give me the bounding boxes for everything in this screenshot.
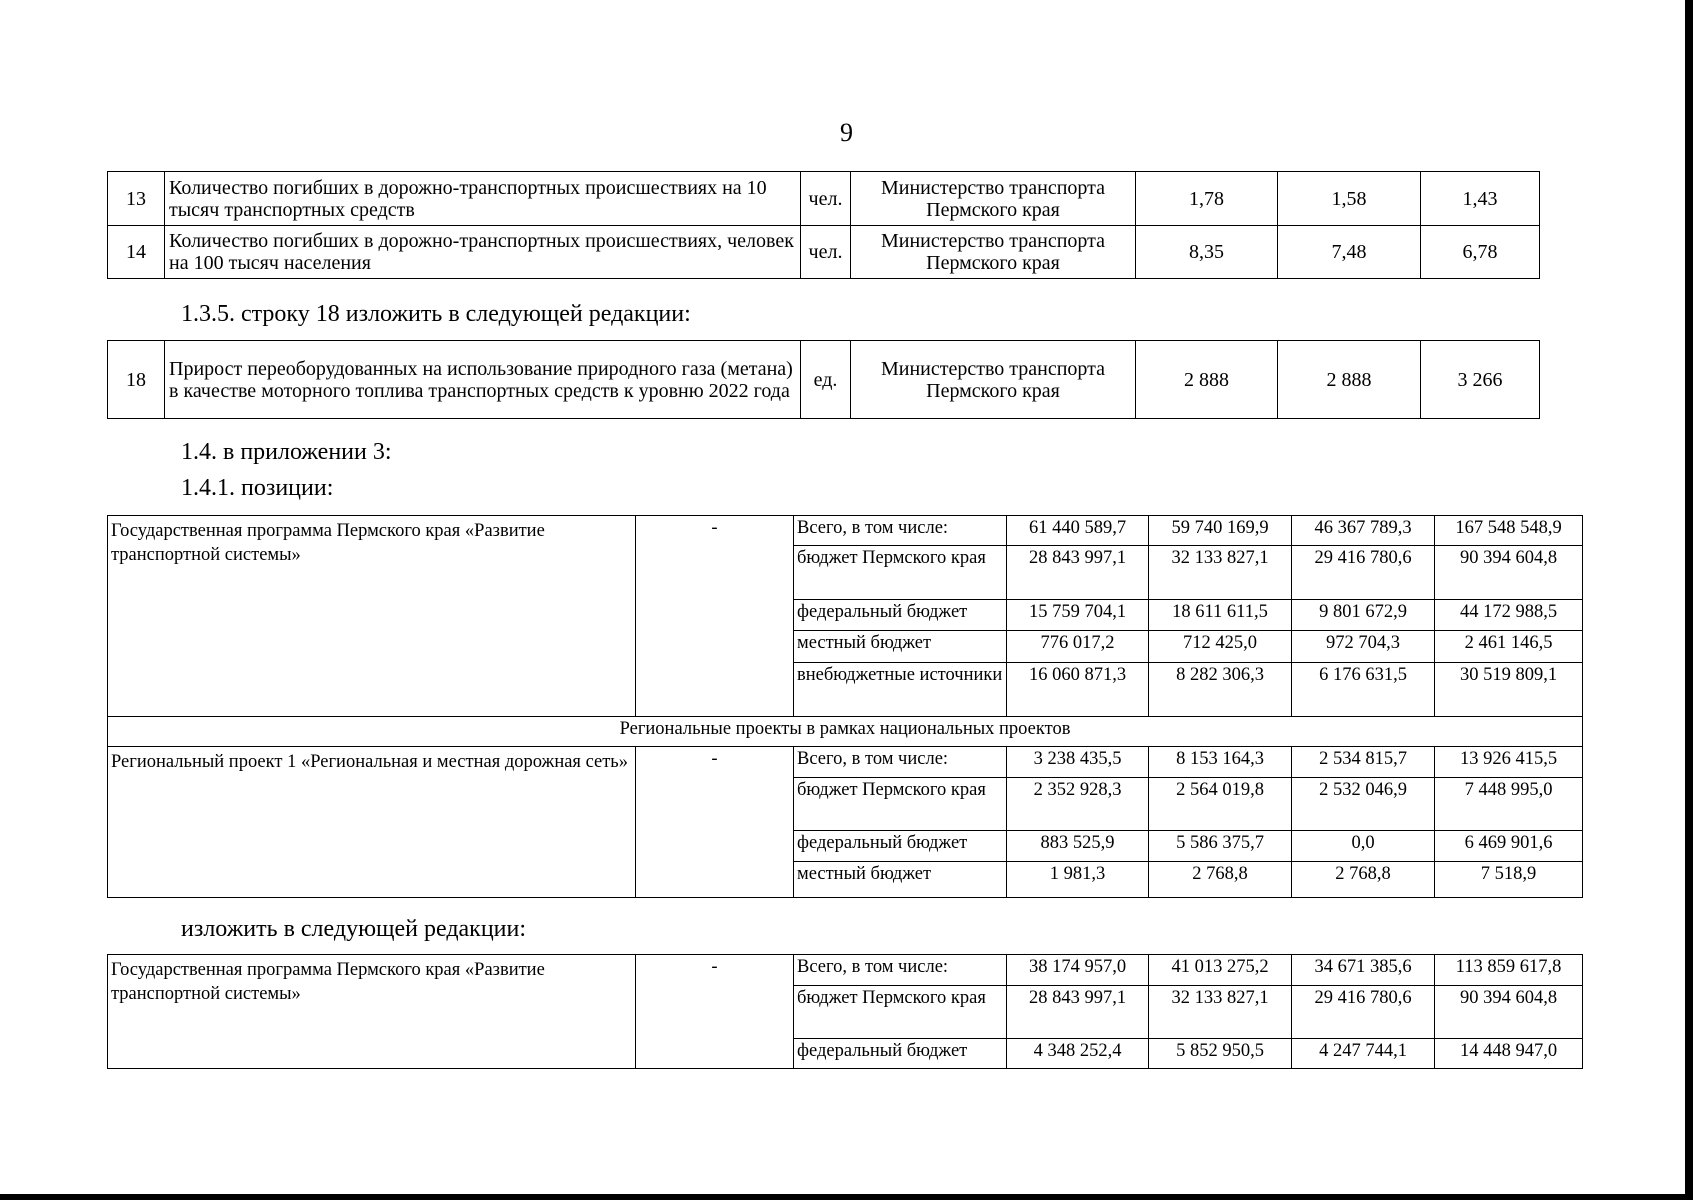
value: 6,78 xyxy=(1421,226,1540,279)
amount: 6 176 631,5 xyxy=(1292,663,1435,717)
amount: 61 440 589,7 xyxy=(1007,516,1149,546)
amount: 41 013 275,2 xyxy=(1149,955,1292,986)
amount-total: 44 172 988,5 xyxy=(1435,600,1583,631)
amount: 2 534 815,7 xyxy=(1292,747,1435,778)
indicator-name: Прирост переоборудованных на использование природного газа (метана) в качестве моторного топлива транспортных средств к уровню 2022 года xyxy=(165,341,801,419)
value: 3 266 xyxy=(1421,341,1540,419)
amount: 972 704,3 xyxy=(1292,631,1435,663)
funding-source: бюджет Пермского края xyxy=(794,986,1007,1039)
amount: 28 843 997,1 xyxy=(1007,546,1149,600)
project-name: Региональный проект 1 «Региональная и местная дорожная сеть» xyxy=(108,747,636,898)
funding-source: Всего, в том числе: xyxy=(794,747,1007,778)
dash-cell: - xyxy=(636,516,794,717)
amount: 29 416 780,6 xyxy=(1292,986,1435,1039)
funding-source: федеральный бюджет xyxy=(794,831,1007,862)
amount: 8 153 164,3 xyxy=(1149,747,1292,778)
funding-source: Всего, в том числе: xyxy=(794,516,1007,546)
financing-table-new xyxy=(107,954,1583,1069)
funding-source: бюджет Пермского края xyxy=(794,778,1007,831)
amount: 1 981,3 xyxy=(1007,862,1149,898)
funding-source: бюджет Пермского края xyxy=(794,546,1007,600)
value: 8,35 xyxy=(1136,226,1278,279)
table-row xyxy=(108,955,1583,986)
heading-1-3-5: 1.3.5. строку 18 изложить в следующей редакции: xyxy=(181,301,691,327)
table-row xyxy=(108,747,1583,778)
value: 7,48 xyxy=(1278,226,1421,279)
funding-source: федеральный бюджет xyxy=(794,600,1007,631)
indicator-row xyxy=(108,226,1540,279)
amount: 3 238 435,5 xyxy=(1007,747,1149,778)
indicator-row xyxy=(108,341,1540,419)
amount: 2 352 928,3 xyxy=(1007,778,1149,831)
amount: 18 611 611,5 xyxy=(1149,600,1292,631)
amount: 2 564 019,8 xyxy=(1149,778,1292,831)
amount: 9 801 672,9 xyxy=(1292,600,1435,631)
amount-total: 7 448 995,0 xyxy=(1435,778,1583,831)
amount: 16 060 871,3 xyxy=(1007,663,1149,717)
amount-total: 6 469 901,6 xyxy=(1435,831,1583,862)
amount: 46 367 789,3 xyxy=(1292,516,1435,546)
program-name: Государственная программа Пермского края «Развитие транспортной системы» xyxy=(108,516,636,717)
funding-source: федеральный бюджет xyxy=(794,1039,1007,1069)
amount: 5 586 375,7 xyxy=(1149,831,1292,862)
amount: 28 843 997,1 xyxy=(1007,986,1149,1039)
amount-total: 90 394 604,8 xyxy=(1435,546,1583,600)
row-number: 14 xyxy=(108,226,165,279)
unit: чел. xyxy=(801,172,851,226)
amount-total: 7 518,9 xyxy=(1435,862,1583,898)
amount-total: 14 448 947,0 xyxy=(1435,1039,1583,1069)
heading-1-4: 1.4. в приложении 3: xyxy=(181,439,392,465)
amount-total: 113 859 617,8 xyxy=(1435,955,1583,986)
amount: 0,0 xyxy=(1292,831,1435,862)
amount: 38 174 957,0 xyxy=(1007,955,1149,986)
unit: ед. xyxy=(801,341,851,419)
responsible-org: Министерство транспорта Пермского края xyxy=(851,172,1136,226)
value: 1,43 xyxy=(1421,172,1540,226)
amount: 2 768,8 xyxy=(1149,862,1292,898)
amount: 15 759 704,1 xyxy=(1007,600,1149,631)
amount: 59 740 169,9 xyxy=(1149,516,1292,546)
section-title: Региональные проекты в рамках национальных проектов xyxy=(108,717,1583,747)
amount-total: 2 461 146,5 xyxy=(1435,631,1583,663)
table-row xyxy=(108,516,1583,546)
amount: 712 425,0 xyxy=(1149,631,1292,663)
value: 1,58 xyxy=(1278,172,1421,226)
amount-total: 13 926 415,5 xyxy=(1435,747,1583,778)
amount: 5 852 950,5 xyxy=(1149,1039,1292,1069)
value: 2 888 xyxy=(1278,341,1421,419)
responsible-org: Министерство транспорта Пермского края xyxy=(851,226,1136,279)
amount: 32 133 827,1 xyxy=(1149,986,1292,1039)
heading-new-edition: изложить в следующей редакции: xyxy=(181,916,527,942)
indicators-table xyxy=(107,171,1540,279)
financing-table-old xyxy=(107,515,1583,898)
funding-source: внебюджетные источники xyxy=(794,663,1007,717)
amount: 8 282 306,3 xyxy=(1149,663,1292,717)
unit: чел. xyxy=(801,226,851,279)
amount-total: 167 548 548,9 xyxy=(1435,516,1583,546)
indicator-18-table xyxy=(107,340,1540,419)
page-edge-right xyxy=(1685,0,1693,1200)
indicator-name: Количество погибших в дорожно-транспортных происшествиях, человек на 100 тысяч населения xyxy=(165,226,801,279)
dash-cell: - xyxy=(636,747,794,898)
page-number: 9 xyxy=(840,118,853,147)
section-row xyxy=(108,717,1583,747)
amount: 34 671 385,6 xyxy=(1292,955,1435,986)
amount: 4 247 744,1 xyxy=(1292,1039,1435,1069)
row-number: 13 xyxy=(108,172,165,226)
amount: 883 525,9 xyxy=(1007,831,1149,862)
amount-total: 90 394 604,8 xyxy=(1435,986,1583,1039)
indicator-row xyxy=(108,172,1540,226)
funding-source: местный бюджет xyxy=(794,631,1007,663)
value: 2 888 xyxy=(1136,341,1278,419)
indicator-name: Количество погибших в дорожно-транспортных происшествиях на 10 тысяч транспортных средств xyxy=(165,172,801,226)
amount: 4 348 252,4 xyxy=(1007,1039,1149,1069)
dash-cell: - xyxy=(636,955,794,1069)
amount: 2 532 046,9 xyxy=(1292,778,1435,831)
amount: 32 133 827,1 xyxy=(1149,546,1292,600)
row-number: 18 xyxy=(108,341,165,419)
amount: 2 768,8 xyxy=(1292,862,1435,898)
responsible-org: Министерство транспорта Пермского края xyxy=(851,341,1136,419)
program-name: Государственная программа Пермского края «Развитие транспортной системы» xyxy=(108,955,636,1069)
funding-source: Всего, в том числе: xyxy=(794,955,1007,986)
amount: 776 017,2 xyxy=(1007,631,1149,663)
amount-total: 30 519 809,1 xyxy=(1435,663,1583,717)
amount: 29 416 780,6 xyxy=(1292,546,1435,600)
page-edge-bottom xyxy=(0,1194,1693,1200)
heading-1-4-1: 1.4.1. позиции: xyxy=(181,475,334,501)
value: 1,78 xyxy=(1136,172,1278,226)
funding-source: местный бюджет xyxy=(794,862,1007,898)
